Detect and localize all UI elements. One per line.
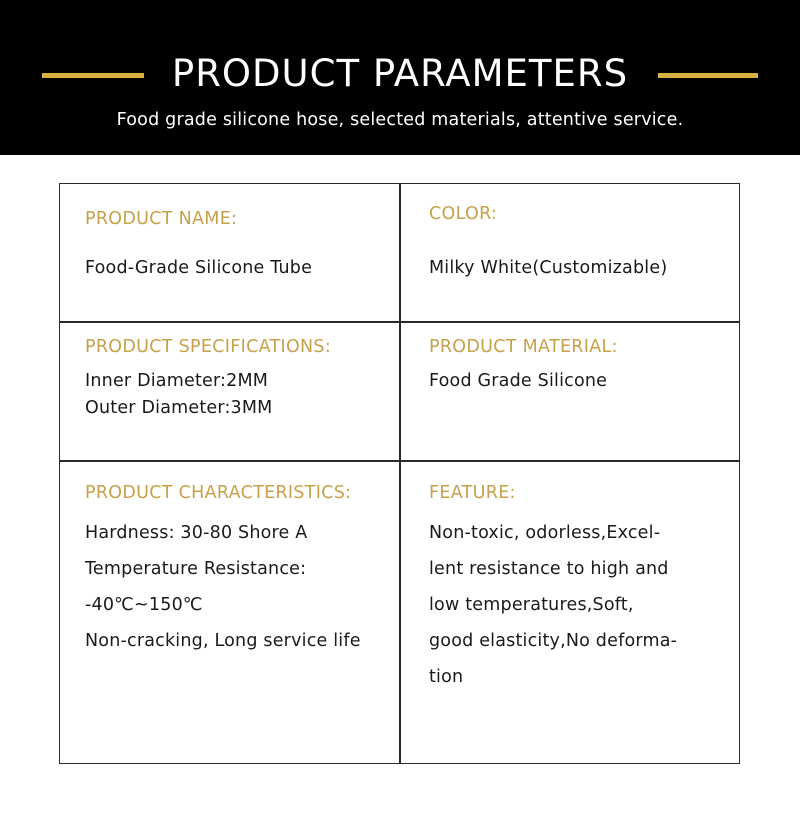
table-divider-row-1 <box>60 321 739 323</box>
feature-line: good elasticity,No deforma- <box>429 631 678 651</box>
cell-color <box>429 202 667 280</box>
spec-line: Outer Diameter:3MM <box>85 398 273 418</box>
characteristic-line: Temperature Resistance: <box>85 559 307 579</box>
material-label: PRODUCT MATERIAL: <box>429 337 618 357</box>
product-name-value: Food-Grade Silicone Tube <box>85 258 313 278</box>
feature-line: Non-toxic, odorless,Excel- <box>429 523 661 543</box>
page-title: PRODUCT PARAMETERS <box>171 52 629 95</box>
page-subtitle: Food grade silicone hose, selected materials, attentive service. <box>116 110 684 130</box>
characteristic-line: -40℃~150℃ <box>85 595 203 615</box>
table-divider-vertical <box>399 184 401 763</box>
feature-list <box>429 515 677 695</box>
specifications-list <box>85 368 331 422</box>
color-value: Milky White(Customizable) <box>429 258 668 278</box>
characteristic-line: Non-cracking, Long service life <box>85 631 361 651</box>
cell-characteristics <box>85 481 361 659</box>
cell-feature <box>429 481 677 695</box>
cell-material <box>429 335 618 393</box>
feature-label: FEATURE: <box>429 483 516 503</box>
specifications-label: PRODUCT SPECIFICATIONS: <box>85 337 332 357</box>
characteristics-label: PRODUCT CHARACTERISTICS: <box>85 483 352 503</box>
feature-line: tion <box>429 667 464 687</box>
table-divider-row-2 <box>60 460 739 462</box>
product-name-label: PRODUCT NAME: <box>85 209 238 229</box>
feature-line: low temperatures,Soft, <box>429 595 634 615</box>
spec-line: Inner Diameter:2MM <box>85 371 269 391</box>
cell-specifications <box>85 335 331 422</box>
title-rule-right <box>658 73 758 78</box>
color-label: COLOR: <box>429 204 498 224</box>
feature-line: lent resistance to high and <box>429 559 669 579</box>
parameters-table <box>59 183 740 764</box>
characteristic-line: Hardness: 30-80 Shore A <box>85 523 308 543</box>
cell-product-name <box>85 207 312 280</box>
header-banner <box>0 0 800 155</box>
material-value: Food Grade Silicone <box>429 371 608 391</box>
characteristics-list <box>85 515 361 659</box>
